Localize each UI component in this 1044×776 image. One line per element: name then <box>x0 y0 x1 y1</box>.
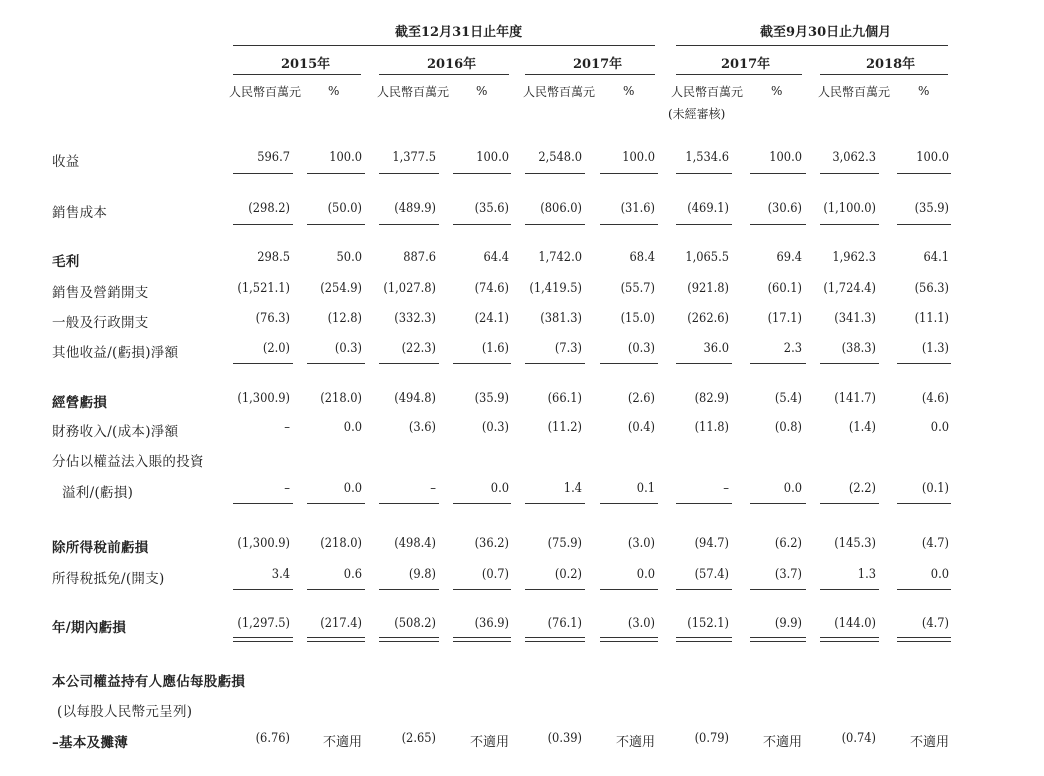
rule-income-tax-c5 <box>600 589 658 590</box>
unit-pct-2017-9m: % <box>771 84 783 98</box>
cell-r1-c2: (489.9) <box>394 201 436 216</box>
cell-r10-c1: (218.0) <box>320 536 362 551</box>
rule-other-gains-c0 <box>233 363 293 364</box>
cell-r12-c0: (1,297.5) <box>237 616 290 631</box>
cell-r10-c7: (6.2) <box>774 536 802 551</box>
cell-r7-c8: (1.4) <box>848 420 876 435</box>
row-label-revenue: 收益 <box>52 154 80 170</box>
cell-r4-c8: (341.3) <box>834 311 876 326</box>
cell-r5-c1: (0.3) <box>334 341 362 356</box>
rule-revenue-c8 <box>820 173 879 174</box>
cell-r3-c2: (1,027.8) <box>383 281 436 296</box>
cell-r2-c9: 64.1 <box>923 250 949 265</box>
cell-r0-c6: 1,534.6 <box>685 150 729 165</box>
rule-revenue-c6 <box>676 173 732 174</box>
cell-r0-c0: 596.7 <box>257 150 290 165</box>
cell-r3-c8: (1,724.4) <box>823 281 876 296</box>
cell-r15-c8: (0.74) <box>841 731 876 746</box>
rule-revenue-c9 <box>897 173 951 174</box>
header-group-nine-months: 截至9月30日止九個月 <box>760 25 892 40</box>
cell-r5-c0: (2.0) <box>262 341 290 356</box>
cell-r1-c7: (30.6) <box>767 201 802 216</box>
cell-r3-c4: (1,419.5) <box>529 281 582 296</box>
unit-pct-2015: % <box>328 84 340 98</box>
rule-income-tax-c1 <box>307 589 365 590</box>
row-label-loss-before-tax: 除所得稅前虧損 <box>52 540 149 556</box>
cell-r3-c6: (921.8) <box>687 281 729 296</box>
cell-r12-c3: (36.9) <box>474 616 509 631</box>
cell-r0-c1: 100.0 <box>329 150 362 165</box>
cell-r6-c4: (66.1) <box>547 391 582 406</box>
rule-cost-of-sales-c0 <box>233 224 293 225</box>
cell-r6-c7: (5.4) <box>774 391 802 406</box>
cell-r15-c7: 不適用 <box>762 735 802 750</box>
rule-share-profit-c7 <box>750 503 806 504</box>
rule-share-profit-c8 <box>820 503 879 504</box>
cell-r4-c9: (11.1) <box>914 311 949 326</box>
cell-r7-c1: 0.0 <box>343 420 362 435</box>
cell-r2-c1: 50.0 <box>336 250 362 265</box>
cell-r0-c9: 100.0 <box>916 150 949 165</box>
cell-r9-c9: (0.1) <box>921 481 949 496</box>
cell-r11-c4: (0.2) <box>554 567 582 582</box>
cell-r10-c9: (4.7) <box>921 536 949 551</box>
rule-loss-double-c4 <box>525 637 585 642</box>
rule-cost-of-sales-c9 <box>897 224 951 225</box>
cell-r3-c0: (1,521.1) <box>237 281 290 296</box>
row-label-share-of-investment: 分佔以權益法入賬的投資 <box>52 454 204 470</box>
cell-r1-c1: (50.0) <box>327 201 362 216</box>
rule-other-gains-c6 <box>676 363 732 364</box>
rule-share-profit-c0 <box>233 503 293 504</box>
cell-r5-c3: (1.6) <box>481 341 509 356</box>
rule-revenue-c5 <box>600 173 658 174</box>
cell-r0-c8: 3,062.3 <box>832 150 876 165</box>
cell-r7-c5: (0.4) <box>627 420 655 435</box>
cell-r2-c6: 1,065.5 <box>685 250 729 265</box>
cell-r6-c9: (4.6) <box>921 391 949 406</box>
rule-loss-double-c7 <box>750 637 806 642</box>
cell-r6-c5: (2.6) <box>627 391 655 406</box>
unit-rmb-2018-9m: 人民幣百萬元 <box>818 85 891 99</box>
header-group-year-ended: 截至12月31日止年度 <box>395 25 523 40</box>
cell-r11-c3: (0.7) <box>481 567 509 582</box>
rule-other-gains-c3 <box>453 363 511 364</box>
cell-r7-c9: 0.0 <box>930 420 949 435</box>
cell-r0-c5: 100.0 <box>622 150 655 165</box>
rule-share-profit-c4 <box>525 503 585 504</box>
cell-r5-c9: (1.3) <box>921 341 949 356</box>
cell-r11-c9: 0.0 <box>930 567 949 582</box>
rule-other-gains-c5 <box>600 363 658 364</box>
cell-r4-c4: (381.3) <box>540 311 582 326</box>
cell-r12-c5: (3.0) <box>627 616 655 631</box>
cell-r4-c7: (17.1) <box>767 311 802 326</box>
year-rule-2016 <box>379 74 509 75</box>
rule-income-tax-c7 <box>750 589 806 590</box>
cell-r4-c3: (24.1) <box>474 311 509 326</box>
rule-share-profit-c9 <box>897 503 951 504</box>
cell-r4-c6: (262.6) <box>687 311 729 326</box>
rule-cost-of-sales-c7 <box>750 224 806 225</box>
cell-r9-c1: 0.0 <box>343 481 362 496</box>
unit-rmb-2017-9m: 人民幣百萬元 <box>671 85 744 99</box>
cell-r1-c0: (298.2) <box>248 201 290 216</box>
cell-r5-c5: (0.3) <box>627 341 655 356</box>
rule-cost-of-sales-c4 <box>525 224 585 225</box>
year-rule-2015 <box>233 74 361 75</box>
cell-r12-c1: (217.4) <box>320 616 362 631</box>
cell-r11-c2: (9.8) <box>408 567 436 582</box>
rule-income-tax-c2 <box>379 589 439 590</box>
cell-r10-c0: (1,300.9) <box>237 536 290 551</box>
rule-income-tax-c9 <box>897 589 951 590</box>
unit-unaudited: (未經審核) <box>668 107 726 121</box>
row-label-cost-of-sales: 銷售成本 <box>52 205 108 221</box>
cell-r12-c8: (144.0) <box>834 616 876 631</box>
cell-r12-c2: (508.2) <box>394 616 436 631</box>
rule-other-gains-c2 <box>379 363 439 364</box>
cell-r12-c4: (76.1) <box>547 616 582 631</box>
rule-cost-of-sales-c3 <box>453 224 511 225</box>
row-label-income-tax: 所得稅抵免/(開支) <box>52 571 165 587</box>
cell-r3-c7: (60.1) <box>767 281 802 296</box>
cell-r5-c6: 36.0 <box>703 341 729 356</box>
cell-r6-c3: (35.9) <box>474 391 509 406</box>
cell-r9-c2: – <box>430 481 436 496</box>
cell-r10-c4: (75.9) <box>547 536 582 551</box>
year-rule-2018-9m <box>820 74 948 75</box>
cell-r6-c2: (494.8) <box>394 391 436 406</box>
cell-r9-c4: 1.4 <box>563 481 582 496</box>
cell-r11-c8: 1.3 <box>857 567 876 582</box>
cell-r6-c0: (1,300.9) <box>237 391 290 406</box>
row-label-other-gains: 其他收益/(虧損)淨額 <box>52 345 179 361</box>
cell-r15-c4: (0.39) <box>547 731 582 746</box>
cell-r0-c2: 1,377.5 <box>392 150 436 165</box>
rule-income-tax-c4 <box>525 589 585 590</box>
cell-r9-c3: 0.0 <box>490 481 509 496</box>
header-rule-group2 <box>676 45 948 46</box>
cell-r10-c3: (36.2) <box>474 536 509 551</box>
unit-pct-2018-9m: % <box>918 84 930 98</box>
rule-other-gains-c4 <box>525 363 585 364</box>
unit-pct-2016: % <box>476 84 488 98</box>
rule-income-tax-c3 <box>453 589 511 590</box>
cell-r2-c7: 69.4 <box>776 250 802 265</box>
cell-r2-c3: 64.4 <box>483 250 509 265</box>
rule-revenue-c2 <box>379 173 439 174</box>
rule-loss-double-c1 <box>307 637 365 642</box>
cell-r4-c2: (332.3) <box>394 311 436 326</box>
cell-r2-c2: 887.6 <box>403 250 436 265</box>
rule-loss-double-c5 <box>600 637 658 642</box>
rule-other-gains-c1 <box>307 363 365 364</box>
cell-r7-c3: (0.3) <box>481 420 509 435</box>
cell-r1-c9: (35.9) <box>914 201 949 216</box>
rule-other-gains-c8 <box>820 363 879 364</box>
cell-r9-c0: – <box>284 481 290 496</box>
rule-loss-double-c2 <box>379 637 439 642</box>
rule-loss-double-c8 <box>820 637 879 642</box>
rule-loss-double-c9 <box>897 637 951 642</box>
cell-r10-c8: (145.3) <box>834 536 876 551</box>
year-rule-2017-9m <box>676 74 802 75</box>
cell-r15-c6: (0.79) <box>694 731 729 746</box>
rule-loss-double-c6 <box>676 637 732 642</box>
unit-pct-2017: % <box>623 84 635 98</box>
cell-r12-c7: (9.9) <box>774 616 802 631</box>
cell-r9-c5: 0.1 <box>636 481 655 496</box>
row-label-loss-per-share-unit: (以每股人民幣元呈列) <box>57 704 193 720</box>
cell-r15-c9: 不適用 <box>909 735 949 750</box>
cell-r4-c1: (12.8) <box>327 311 362 326</box>
year-header-2016: 2016年 <box>427 57 477 72</box>
cell-r11-c5: 0.0 <box>636 567 655 582</box>
rule-cost-of-sales-c1 <box>307 224 365 225</box>
cell-r6-c8: (141.7) <box>834 391 876 406</box>
cell-r4-c0: (76.3) <box>255 311 290 326</box>
year-header-2017: 2017年 <box>573 57 623 72</box>
cell-r2-c0: 298.5 <box>257 250 290 265</box>
year-rule-2017 <box>525 74 655 75</box>
cell-r3-c9: (56.3) <box>914 281 949 296</box>
row-label-basic-diluted: –基本及攤薄 <box>52 735 129 751</box>
row-label-selling-expenses: 銷售及營銷開支 <box>52 285 149 301</box>
cell-r1-c5: (31.6) <box>620 201 655 216</box>
rule-cost-of-sales-c2 <box>379 224 439 225</box>
cell-r4-c5: (15.0) <box>620 311 655 326</box>
cell-r9-c7: 0.0 <box>783 481 802 496</box>
rule-share-profit-c5 <box>600 503 658 504</box>
cell-r0-c3: 100.0 <box>476 150 509 165</box>
unit-rmb-2015: 人民幣百萬元 <box>229 85 302 99</box>
rule-loss-double-c3 <box>453 637 511 642</box>
cell-r7-c4: (11.2) <box>547 420 582 435</box>
cell-r2-c5: 68.4 <box>629 250 655 265</box>
cell-r12-c9: (4.7) <box>921 616 949 631</box>
cell-r11-c1: 0.6 <box>343 567 362 582</box>
rule-income-tax-c0 <box>233 589 293 590</box>
cell-r3-c5: (55.7) <box>620 281 655 296</box>
rule-income-tax-c6 <box>676 589 732 590</box>
rule-share-profit-c2 <box>379 503 439 504</box>
cell-r3-c3: (74.6) <box>474 281 509 296</box>
cell-r10-c6: (94.7) <box>694 536 729 551</box>
rule-other-gains-c9 <box>897 363 951 364</box>
cell-r7-c6: (11.8) <box>694 420 729 435</box>
year-header-2017-9m: 2017年 <box>721 57 771 72</box>
rule-revenue-c4 <box>525 173 585 174</box>
cell-r1-c4: (806.0) <box>540 201 582 216</box>
rule-revenue-c3 <box>453 173 511 174</box>
cell-r2-c4: 1,742.0 <box>538 250 582 265</box>
cell-r5-c4: (7.3) <box>554 341 582 356</box>
cell-r0-c7: 100.0 <box>769 150 802 165</box>
rule-revenue-c1 <box>307 173 365 174</box>
rule-share-profit-c1 <box>307 503 365 504</box>
row-label-finance-income: 財務收入/(成本)淨額 <box>52 424 179 440</box>
cell-r9-c8: (2.2) <box>848 481 876 496</box>
cell-r9-c6: – <box>723 481 729 496</box>
cell-r3-c1: (254.9) <box>320 281 362 296</box>
cell-r1-c3: (35.6) <box>474 201 509 216</box>
cell-r6-c1: (218.0) <box>320 391 362 406</box>
rule-revenue-c7 <box>750 173 806 174</box>
cell-r15-c3: 不適用 <box>469 735 509 750</box>
row-label-gross-profit: 毛利 <box>52 254 80 270</box>
cell-r15-c0: (6.76) <box>255 731 290 746</box>
cell-r12-c6: (152.1) <box>687 616 729 631</box>
cell-r7-c2: (3.6) <box>408 420 436 435</box>
rule-cost-of-sales-c6 <box>676 224 732 225</box>
rule-cost-of-sales-c8 <box>820 224 879 225</box>
cell-r7-c7: (0.8) <box>774 420 802 435</box>
cell-r1-c6: (469.1) <box>687 201 729 216</box>
row-label-share-profit: 溢利/(虧損) <box>62 485 134 501</box>
cell-r11-c0: 3.4 <box>271 567 290 582</box>
header-rule-group1 <box>233 45 655 46</box>
rule-income-tax-c8 <box>820 589 879 590</box>
unit-rmb-2017: 人民幣百萬元 <box>523 85 596 99</box>
cell-r1-c8: (1,100.0) <box>823 201 876 216</box>
row-label-admin-expenses: 一般及行政開支 <box>52 315 149 331</box>
cell-r15-c1: 不適用 <box>322 735 362 750</box>
cell-r5-c2: (22.3) <box>401 341 436 356</box>
rule-cost-of-sales-c5 <box>600 224 658 225</box>
row-label-loss-for-period: 年/期內虧損 <box>52 620 127 636</box>
cell-r7-c0: – <box>284 420 290 435</box>
cell-r6-c6: (82.9) <box>694 391 729 406</box>
rule-loss-double-c0 <box>233 637 293 642</box>
cell-r5-c8: (38.3) <box>841 341 876 356</box>
cell-r15-c2: (2.65) <box>401 731 436 746</box>
cell-r2-c8: 1,962.3 <box>832 250 876 265</box>
cell-r11-c7: (3.7) <box>774 567 802 582</box>
year-header-2015: 2015年 <box>281 57 331 72</box>
rule-share-profit-c6 <box>676 503 732 504</box>
rule-revenue-c0 <box>233 173 293 174</box>
row-label-operating-loss: 經營虧損 <box>52 395 108 411</box>
cell-r0-c4: 2,548.0 <box>538 150 582 165</box>
cell-r5-c7: 2.3 <box>783 341 802 356</box>
unit-rmb-2016: 人民幣百萬元 <box>377 85 450 99</box>
cell-r10-c2: (498.4) <box>394 536 436 551</box>
cell-r10-c5: (3.0) <box>627 536 655 551</box>
rule-other-gains-c7 <box>750 363 806 364</box>
rule-share-profit-c3 <box>453 503 511 504</box>
cell-r11-c6: (57.4) <box>694 567 729 582</box>
year-header-2018-9m: 2018年 <box>866 57 916 72</box>
row-label-loss-per-share: 本公司權益持有人應佔每股虧損 <box>52 674 246 690</box>
cell-r15-c5: 不適用 <box>615 735 655 750</box>
